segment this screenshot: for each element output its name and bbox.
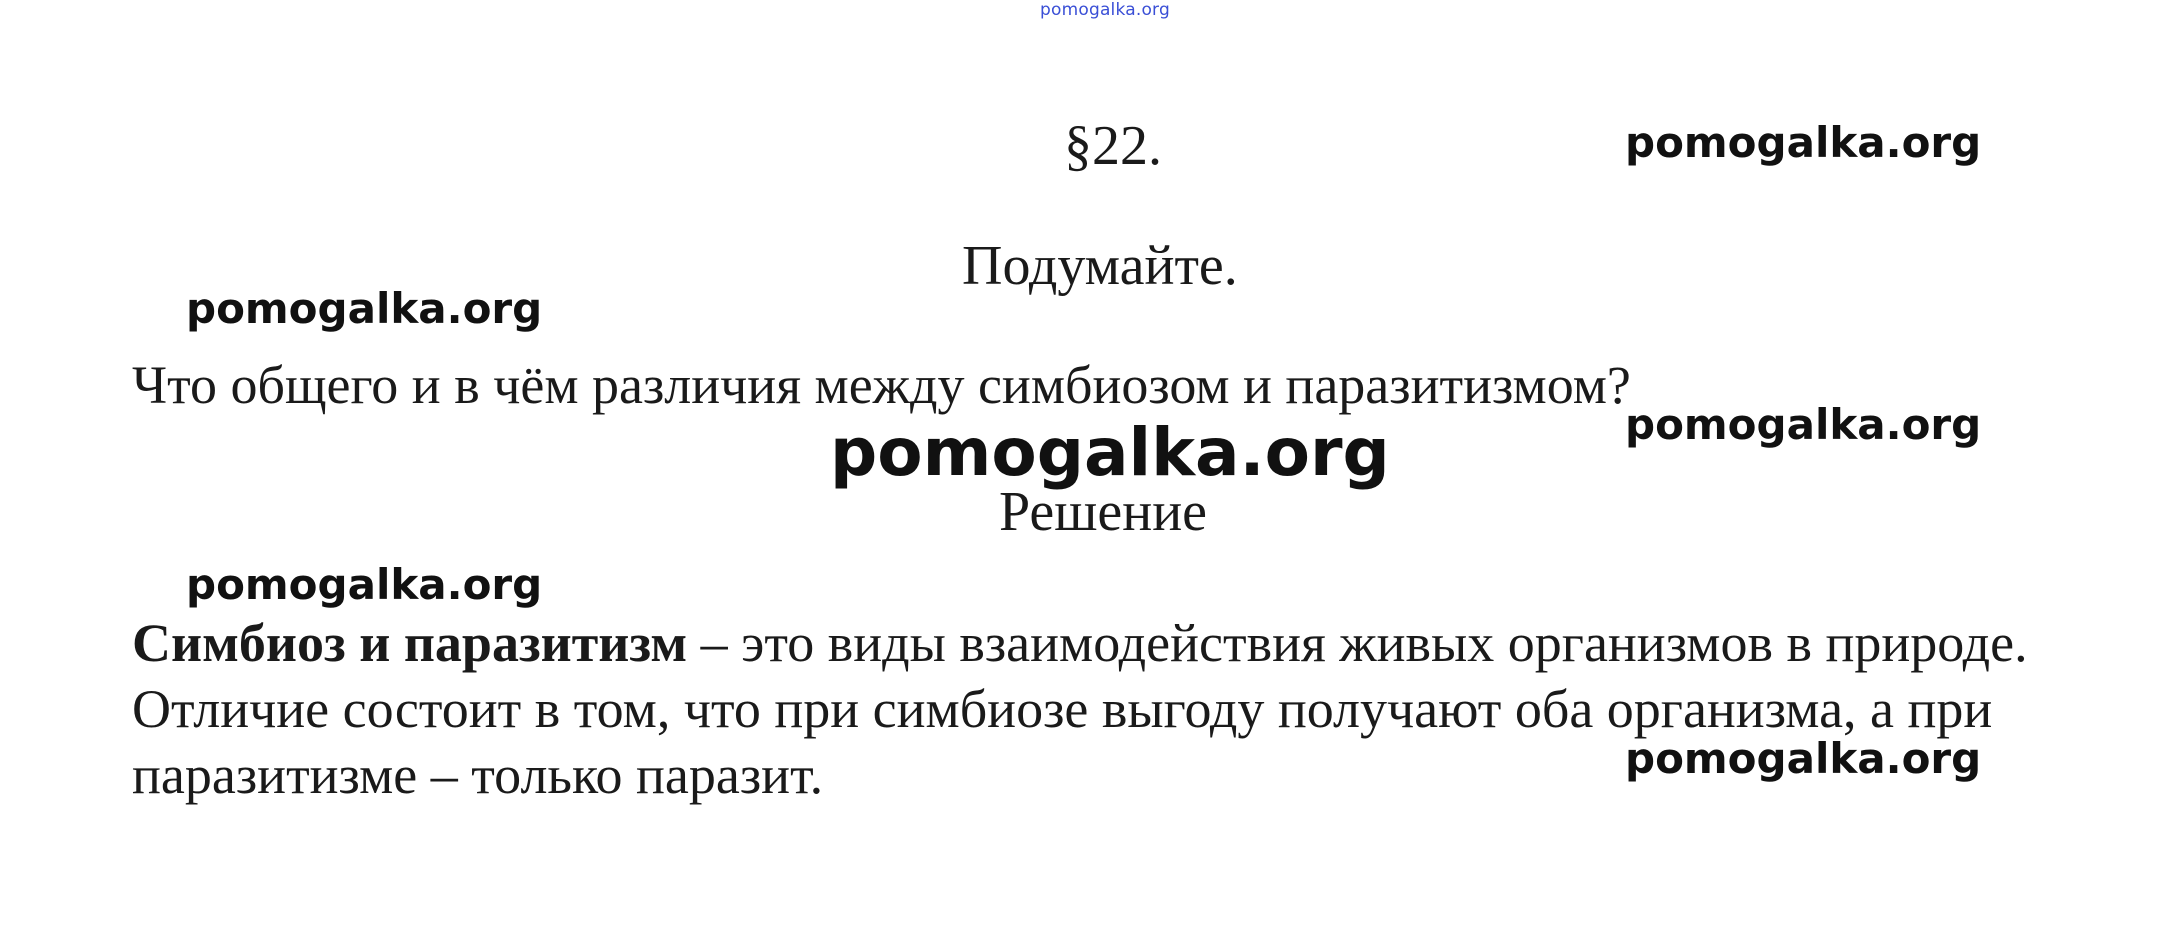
- watermark-right-middle: pomogalka.org: [1625, 400, 1982, 449]
- watermark-top-right: pomogalka.org: [1625, 118, 1982, 167]
- question-text: Что общего и в чём различия между симбиозом и паразитизмом?: [132, 355, 1631, 415]
- watermark-bottom-right: pomogalka.org: [1625, 734, 1982, 783]
- answer-bold-term: Симбиоз и паразитизм: [132, 613, 688, 673]
- source-link[interactable]: pomogalka.org: [1040, 0, 1170, 20]
- solution-heading: Решение: [999, 481, 1208, 543]
- watermark-center-large: pomogalka.org: [830, 414, 1390, 491]
- section-number: §22.: [1064, 115, 1162, 177]
- think-heading: Подумайте.: [962, 235, 1238, 297]
- watermark-left-upper: pomogalka.org: [186, 284, 543, 333]
- answer-body: – это виды взаимодействия живых организмов в природе. Отличие состоит в том, что при симбиозе выгоду получают оба организма, а при паразитизме – только паразит.: [132, 613, 2028, 805]
- watermark-left-lower: pomogalka.org: [186, 560, 543, 609]
